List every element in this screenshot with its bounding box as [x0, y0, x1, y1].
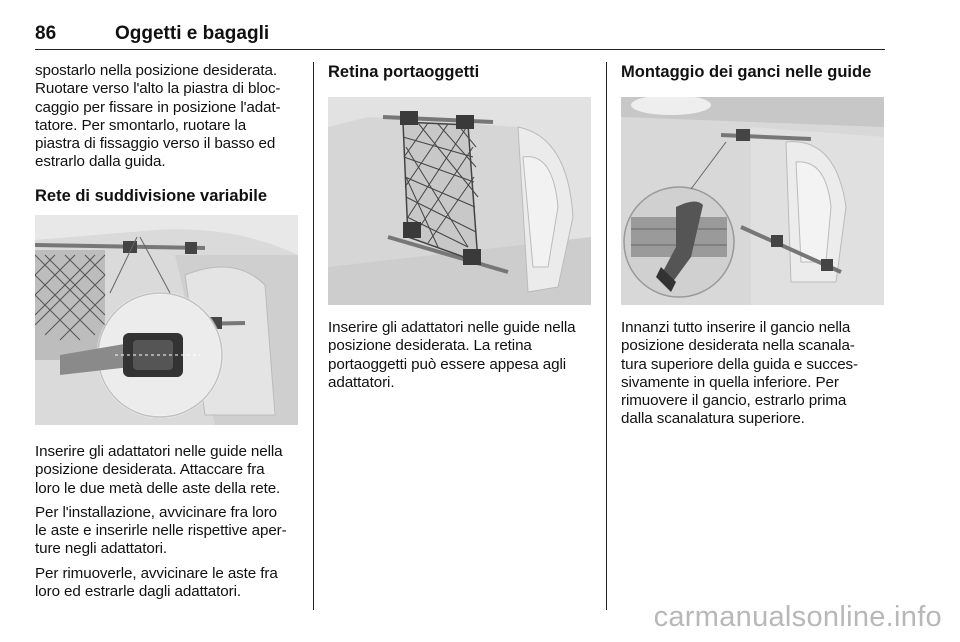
column-1	[35, 62, 300, 206]
text-line: posizione desiderata. La retina	[328, 337, 532, 355]
text-line: sivamente in quella inferiore. Per	[621, 373, 839, 391]
text-line: Ruotare verso l'alto la piastra di bloc-	[35, 80, 281, 98]
column-2	[328, 62, 593, 82]
column-2-text	[328, 319, 593, 392]
cargo-net-illustration	[35, 215, 298, 425]
text-line: Inserire gli adattatori nelle guide nella	[328, 319, 576, 336]
watermark: carmanualsonline.info	[653, 601, 942, 633]
text-line: rimuovere il gancio, estrarlo prima	[621, 392, 847, 410]
column-1-lower	[35, 443, 300, 601]
storage-net-illustration	[328, 97, 591, 305]
text-line: posizione desiderata. Attaccare fra	[35, 461, 265, 479]
text-line: piastra di fissaggio verso il basso ed	[35, 135, 276, 153]
page-header	[35, 23, 885, 50]
text-line: ture negli adattatori.	[35, 540, 168, 558]
page-number: 86	[35, 23, 57, 44]
text-line: portaoggetti può essere appesa agli	[328, 355, 566, 373]
text-line: Per l'installazione, avvicinare fra loro	[35, 503, 278, 521]
column-3	[621, 62, 886, 82]
text-line: posizione desiderata nella scanala-	[621, 337, 855, 355]
intro-paragraph	[35, 62, 300, 172]
text-line: Per rimuoverle, avvicinare le aste fra	[35, 564, 278, 582]
text-line: Innanzi tutto inserire il gancio nella	[621, 319, 851, 336]
text-line: le aste e inserirle nelle rispettive aper-	[35, 522, 287, 540]
text-line: loro le due metà delle aste della rete.	[35, 479, 281, 497]
text-line: estrarlo dalla guida.	[35, 153, 166, 171]
text-line: tatore. Per smontarlo, ruotare la	[35, 116, 247, 134]
text-line: spostarlo nella posizione desiderata.	[35, 62, 277, 79]
text-line: adattatori.	[328, 373, 395, 391]
text-line: tura superiore della guida e succes-	[621, 355, 859, 373]
paragraph-2	[35, 504, 300, 559]
column-divider-1	[313, 62, 314, 610]
text-line: loro ed estrarle dagli adattatori.	[35, 583, 241, 601]
paragraph-1	[35, 443, 300, 498]
column-3-text	[621, 319, 886, 429]
chapter-title: Oggetti e bagagli	[115, 23, 270, 44]
column-divider-2	[606, 62, 607, 610]
text-line: dalla scanalatura superiore.	[621, 410, 805, 428]
text-line: caggio per fissare in posizione l'adat-	[35, 98, 281, 116]
section-heading: Montaggio dei ganci nelle guide	[621, 63, 872, 81]
section-heading: Retina portaoggetti	[328, 63, 480, 81]
hook-mounting-illustration	[621, 97, 884, 305]
paragraph-3	[35, 565, 300, 602]
section-heading: Rete di suddivisione variabile	[35, 186, 267, 205]
text-line: Inserire gli adattatori nelle guide nella	[35, 443, 283, 460]
